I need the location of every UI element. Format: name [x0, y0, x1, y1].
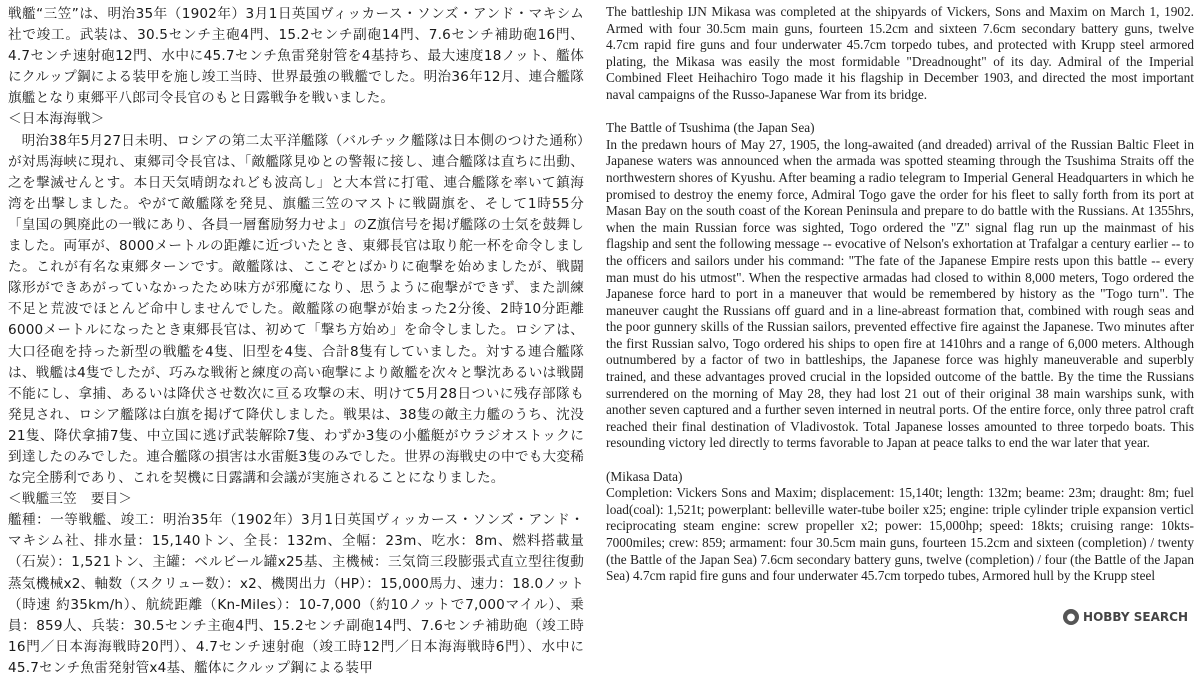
- english-intro-paragraph: The battleship IJN Mikasa was completed at the shipyards of Vickers, Sons and Maxim on March 1, 1902. Armed with four 30.5cm main guns, fourteen 15.2cm and sixteen 7.6cm secondary battery guns, twelve 4.7cm rapid fire guns and four underwater 45.7cm torpedo tubes, and protected with Krupp steel armored plating, the Mikasa was easily the most formidable "Dreadnought" of its day. Admiral of the Imperial Combined Fleet Heihachiro Togo made it his flagship in December 1903, and directed the most important naval campaigns of the Russo-Japanese War from its bridge.: [606, 4, 1194, 102]
- japanese-battle-paragraph: 明治38年5月27日未明、ロシアの第二太平洋艦隊（バルチック艦隊は日本側のつけた通称）が対馬海峡に現れ、東郷司令長官は、「敵艦隊見ゆとの警報に接し、連合艦隊は直ちに出動、之を撃滅せんとす。本日天気晴朗なれども波高し」と大本営に打電、連合艦隊を率いて鎮海湾を出撃しました。やがて敵艦隊を発見、旗艦三笠のマストに戦闘旗を、そして1時55分「皇国の興廃此の一戦にあり、各員一層奮励努力せよ」のZ旗信号を掲げ艦隊の士気を鼓舞しました。両軍が、8000メートルの距離に近づいたとき、東郷長官は取り舵一杯を命令しました。これが有名な東郷ターンです。敵艦隊は、ここぞとばかりに砲撃を始めましたが、戦闘隊形ができあがっていなかったため味方が邪魔になり、思うように砲撃ができず、また訓練不足と荒波でほとんど命中しませんでした。敵艦隊の砲撃が始まった2分後、2時10分距離6000メートルになったとき東郷長官は、初めて「撃ち方始め」を命令しました。ロシアは、大口径砲を持った新型の戦艦を4隻、旧型を4隻、合計8隻有していました。対する連合艦隊は、戦艦は4隻でしたが、巧みな戦術と練度の高い砲撃により敵艦を次々と撃沈あるいは戦闘不能にし、拿捕、あるいは降伏させ数次に亘る攻撃の末、明けて5月28日ついに残存部隊も発見され、ロシア艦隊は白旗を掲げて降伏しました。戦果は、38隻の敵主力艦のうち、沈没21隻、降伏拿捕7隻、中立国に逃げ武装解除7隻、わずか3隻の小艦艇がウラジオストックに到達したのみでした。連合艦隊の損害は水雷艇3隻のみでした。世界の海戦史の中でも大変稀な完全勝利であり、これを契機に日露講和会議が実施されることになりました。: [8, 132, 584, 487]
- watermark-text: HOBBY SEARCH: [1083, 610, 1188, 624]
- english-battle-paragraph: In the predawn hours of May 27, 1905, the long-awaited (and dreaded) arrival of the Russian Baltic Fleet in Japanese waters was announced when the armada was spotted steaming through the Tsushima Straits off the northwestern shores of Kyushu. After beaming a radio telegram to Imperial General Headquarters in which he promised to destroy the enemy force, Admiral Togo gave the order for his fleet to sally forth from its port at Masan Bay on the south coast of the Korean Peninsula and prepare to do battle with the Russians. At 1355hrs, when the main Russian force was sighted, Togo ordered the "Z" signal flag run up the mainmast of his flagship and sent the following message -- evocative of Nelson's exhortation at Trafalgar a century earlier -- to the officers and sailors under his command: "The fate of the Japanese Empire rests upon this battle -- every man must do his utmost". When the respective armadas had closed to within 8,000 meters, Togo ordered the Japanese force hard to port in a maneuver that would be remembered by history as the "Togo turn". The maneuver caught the Russians off guard and in a line-abreast formation that, combined with rough seas and the poor gunnery skills of the Russian sailors, prevented effective fire against the Japanese. Two minutes after the first Russian salvo, Togo ordered his ships to open fire at 1410hrs and a range of 6,000 meters. Although outnumbered by a factor of two in battleships, the Japanese force was highly maneuverable and superbly trained, and these advantages proved crucial in the lopsided outcome of the battle. By the time the Russians surrendered on the morning of May 28, they had lost 21 out of their original 38 main warships sunk, with another seven captured and a further seven interned in neutral ports. Of the entire force, only three patrol craft reached their final destination of Vladivostok. Total Japanese losses amounted to three torpedo boats. This resounding victory led directly to terms favorable to Japan at peace talks to end the war later that year.: [606, 136, 1194, 451]
- japanese-battle-heading: ＜日本海海戦＞: [8, 111, 105, 128]
- english-data-paragraph: Completion: Vickers Sons and Maxim; displacement: 15,140t; length: 132m; beame: 23m; draught: 8m; fuel load(coal): 1,521t; powerplant: belleville water-tube boiler x25; engine: triple cylinder triple expansion verticl reciprocating steam engine: screw propeller x2; power: 15,000hp; speed: 18kts; cruising range: 10kts-7000miles; crew: 859; armament: four 30.5cm main guns, fourteen 15.2cm and sixteen (completion) / twenty (the Battle of the Japan Sea) 7.6cm secondary battery guns, twelve (completion) / four (the Battle of the Japan Sea) 4.7cm rapid fire guns and four underwater 45.7cm torpedo tubes, Armored hull by the Krupp steel: [606, 485, 1194, 584]
- japanese-specs-heading: ＜戦艦三笠 要目＞: [8, 491, 133, 508]
- english-battle-heading: The Battle of Tsushima (the Japan Sea): [606, 120, 815, 136]
- japanese-specs-paragraph: 艦種：一等戦艦、竣工：明治35年（1902年）3月1日英国ヴィッカース・ソンズ・アンド・マキシム社、排水量：15,140トン、全長：132m、全幅：23m、吃水：8m、燃料搭載量（石炭）：1,521トン、主罐：ベルビール罐x25基、主機械：三気筒三段膨張式直立型往復動蒸気機械x2、軸数（スクリュー数）：x2、機関出力（HP）：15,000馬力、速力：18.0ノット（時速 約35km/h）、航続距離（Kn-Miles）：10-7,000（約10ノットで7,000マイル）、乗員：859人、兵装：30.5センチ主砲4門、15.2センチ副砲14門、7.6センチ補助砲（竣工時16門／日本海海戦時20門）、4.7センチ速射砲（竣工時12門／日本海海戦時6門）、水中に45.7センチ魚雷発射管x4基、艦体にクルップ鋼による装甲: [8, 512, 584, 676]
- japanese-intro-paragraph: 戦艦“三笠”は、明治35年（1902年）3月1日英国ヴィッカース・ソンズ・アンド・マキシム社で竣工。武装は、30.5センチ主砲4門、15.2センチ副砲14門、7.6センチ補助砲16門、4.7センチ速射砲12門、水中に45.7センチ魚雷発射管を4基持ち、最大速度18ノット、艦体にクルップ鋼による装甲を施し竣工当時、世界最強の戦艦でした。明治36年12月、連合艦隊旗艦となり東郷平八郎司令長官のもと日露戦争を戦いました。: [8, 6, 584, 107]
- hobby-search-logo-icon: ●: [1063, 609, 1079, 625]
- english-data-heading: (Mikasa Data): [606, 468, 683, 484]
- english-column: [606, 4, 1194, 585]
- hobby-search-watermark: [1059, 608, 1192, 626]
- japanese-column: [8, 4, 584, 679]
